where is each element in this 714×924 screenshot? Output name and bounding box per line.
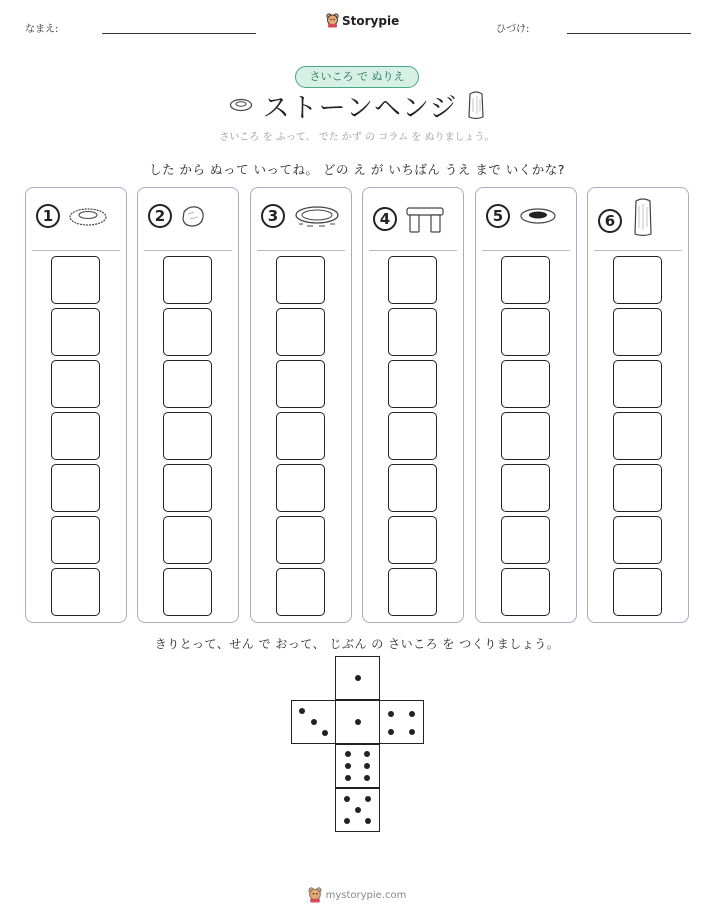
title-row (222, 88, 492, 122)
die-pip (355, 675, 361, 681)
stone-pit-icon (518, 205, 558, 227)
dice-column-2 (137, 187, 239, 623)
die-pip (355, 719, 361, 725)
die-pip (388, 729, 394, 735)
bear-logo-icon (326, 13, 339, 28)
storypie-logo (326, 13, 399, 28)
column-divider (32, 250, 120, 251)
color-box[interactable] (501, 360, 550, 408)
boulder-icon (180, 204, 206, 228)
die-face-center (335, 700, 380, 744)
die-pip (364, 763, 370, 769)
color-box[interactable] (163, 516, 212, 564)
color-box[interactable] (163, 308, 212, 356)
die-face-bottom (335, 788, 380, 832)
die-pip (322, 730, 328, 736)
color-box[interactable] (163, 256, 212, 304)
column-header (373, 204, 445, 234)
color-box[interactable] (276, 464, 325, 512)
die-pip (299, 708, 305, 714)
color-box[interactable] (388, 360, 437, 408)
standing-stone-icon (630, 196, 656, 238)
footer-url[interactable]: mystorypie.com (325, 889, 407, 901)
name-label: なまえ: (25, 24, 59, 35)
column-number: 1 (36, 204, 60, 228)
color-box[interactable] (501, 412, 550, 460)
date-label: ひづけ: (496, 24, 530, 35)
date-line[interactable] (567, 33, 691, 34)
die-face-left (291, 700, 336, 744)
subtitle: さいころ を ふって、 でた かず の コラム を ぬりましょう。 (219, 132, 495, 143)
color-box[interactable] (613, 568, 662, 616)
die-pip (364, 775, 370, 781)
die-pip (409, 729, 415, 735)
color-box[interactable] (276, 516, 325, 564)
name-line[interactable] (102, 33, 256, 34)
trilithon-icon (405, 204, 445, 234)
column-number: 6 (598, 209, 622, 233)
die-pip (364, 751, 370, 757)
die-pip (344, 796, 350, 802)
color-box[interactable] (388, 568, 437, 616)
die-pip (355, 807, 361, 813)
bear-logo-icon (308, 887, 322, 903)
logo-text: Storypie (342, 13, 400, 28)
column-number: 5 (486, 204, 510, 228)
column-divider (144, 250, 232, 251)
die-pip (365, 818, 371, 824)
die-pip (345, 751, 351, 757)
color-box[interactable] (51, 568, 100, 616)
color-box[interactable] (51, 464, 100, 512)
color-box[interactable] (501, 516, 550, 564)
color-box[interactable] (388, 464, 437, 512)
column-number: 3 (261, 204, 285, 228)
stone-circle-icon (293, 204, 341, 228)
die-pip (345, 763, 351, 769)
color-box[interactable] (51, 412, 100, 460)
color-box[interactable] (613, 256, 662, 304)
color-box[interactable] (501, 256, 550, 304)
color-box[interactable] (613, 308, 662, 356)
color-box[interactable] (613, 412, 662, 460)
die-face-lower (335, 744, 380, 788)
column-header (598, 204, 656, 238)
color-box[interactable] (613, 516, 662, 564)
standing-stone-icon (467, 90, 485, 120)
die-face-right (379, 700, 424, 744)
color-box[interactable] (388, 412, 437, 460)
page-title: ストーンヘンジ (262, 92, 458, 124)
color-box[interactable] (163, 568, 212, 616)
column-number: 4 (373, 207, 397, 231)
color-box[interactable] (613, 360, 662, 408)
instruction: した から ぬって いってね。 どの え が いちばん うえ まで いくかな? (149, 162, 565, 177)
color-box[interactable] (388, 256, 437, 304)
column-header (148, 204, 206, 228)
color-box[interactable] (388, 516, 437, 564)
column-divider (594, 250, 682, 251)
stone-ring-icon (68, 205, 108, 227)
color-box[interactable] (388, 308, 437, 356)
color-box[interactable] (163, 412, 212, 460)
color-box[interactable] (276, 308, 325, 356)
column-divider (257, 250, 345, 251)
color-box[interactable] (276, 360, 325, 408)
color-box[interactable] (613, 464, 662, 512)
die-pip (311, 719, 317, 725)
color-box[interactable] (51, 516, 100, 564)
color-box[interactable] (501, 308, 550, 356)
color-box[interactable] (276, 412, 325, 460)
column-divider (482, 250, 570, 251)
dice-column-3 (250, 187, 352, 623)
color-box[interactable] (276, 568, 325, 616)
column-header (36, 204, 108, 228)
die-pip (365, 796, 371, 802)
dice-column-6 (587, 187, 689, 623)
color-box[interactable] (51, 360, 100, 408)
footer (0, 887, 714, 903)
color-box[interactable] (51, 256, 100, 304)
die-pip (388, 711, 394, 717)
stone-ring-icon (229, 98, 253, 112)
column-header (486, 204, 558, 228)
dice-column-5 (475, 187, 577, 623)
color-box[interactable] (163, 464, 212, 512)
dice-column-1 (25, 187, 127, 623)
activity-tag: さいころ で ぬりえ (295, 66, 419, 88)
color-box[interactable] (51, 308, 100, 356)
column-divider (369, 250, 457, 251)
die-pip (344, 818, 350, 824)
color-box[interactable] (276, 256, 325, 304)
color-box[interactable] (501, 568, 550, 616)
die-face-top (335, 656, 380, 700)
column-number: 2 (148, 204, 172, 228)
die-pip (345, 775, 351, 781)
color-box[interactable] (163, 360, 212, 408)
column-header (261, 204, 341, 228)
color-box[interactable] (501, 464, 550, 512)
dice-column-4 (362, 187, 464, 623)
cut-instruction: きりとって、せん で おって、 じぶん の さいころ を つくりましょう。 (154, 637, 560, 651)
die-pip (409, 711, 415, 717)
